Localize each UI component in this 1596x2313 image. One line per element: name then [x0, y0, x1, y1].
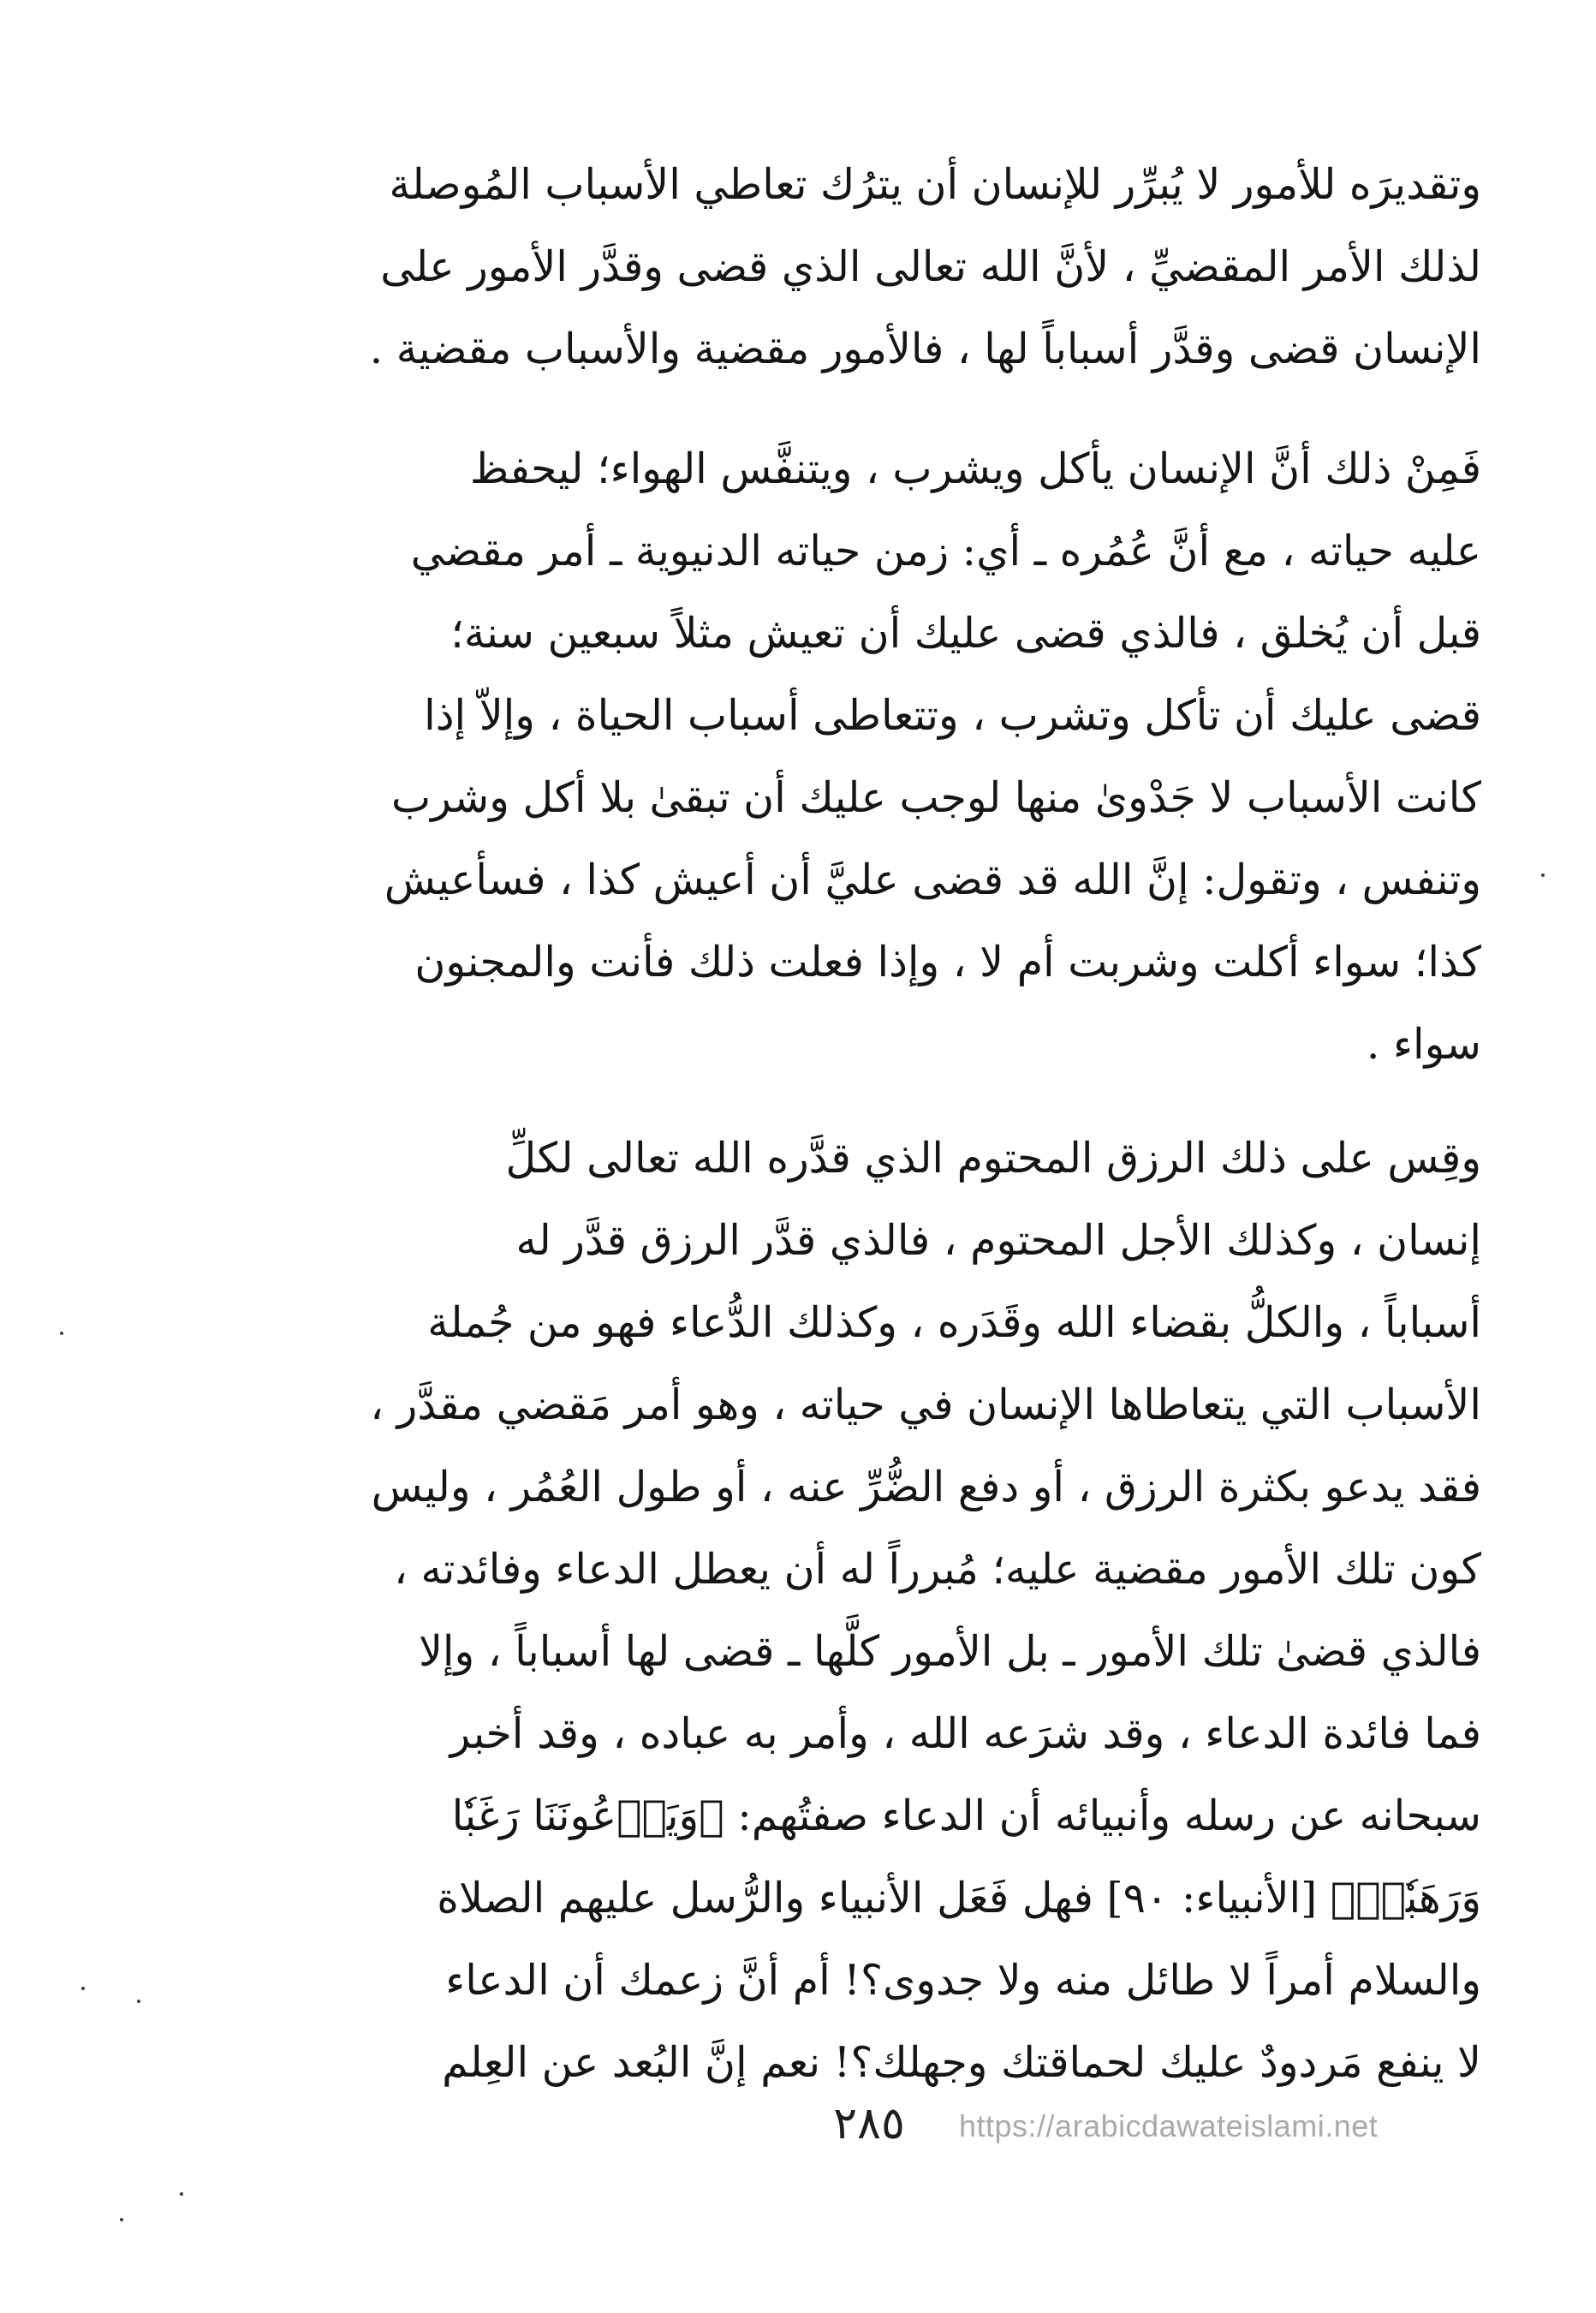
paragraph-line: الأسباب التي يتعاطاها الإنسان في حياته ، وهو أمر مَقضي مقدَّر ، — [370, 1380, 1481, 1429]
paragraph-line: فَمِنْ ذلك أنَّ الإنسان يأكل ويشرب ، ويتنفَّس الهواء؛ ليحفظ — [469, 444, 1481, 493]
paragraph-line: فقد يدعو بكثرة الرزق ، أو دفع الضُّرِّ عنه ، أو طول العُمُر ، وليس — [371, 1463, 1481, 1511]
paragraph-line: قضى عليك أن تأكل وتشرب ، وتتعاطى أسباب الحياة ، وإلاّ إذا — [424, 691, 1481, 740]
paragraph-line: الإنسان قضى وقدَّر أسباباً لها ، فالأمور مقضية والأسباب مقضية . — [369, 325, 1481, 373]
watermark-url: https://arabicdawateislami.net — [959, 2108, 1379, 2143]
paragraph-line: كذا؛ سواء أكلت وشربت أم لا ، وإذا فعلت ذلك فأنت والمجنون — [414, 938, 1481, 987]
paragraph-line: كون تلك الأمور مقضية عليه؛ مُبرراً له أن يعطل الدعاء وفائدته ، — [394, 1545, 1481, 1594]
paragraph-line: وتقديرَه للأمور لا يُبرِّر للإنسان أن يترُك تعاطي الأسباب المُوصلة — [389, 160, 1481, 209]
page-number: ٢٨٥ — [833, 2098, 905, 2149]
paragraph-line: سبحانه عن رسله وأنبيائه أن الدعاء صفتُهم: ﴿وَيَدۡعُونَنَا رَغَبٗا — [451, 1791, 1481, 1840]
paragraph-line: فما فائدة الدعاء ، وقد شرَعه الله ، وأمر به عباده ، وقد أخبر — [450, 1709, 1481, 1758]
paragraph-line: قبل أن يُخلق ، فالذي قضى عليك أن تعيش مثلاً سبعين سنة؛ — [450, 609, 1481, 658]
paragraph-line: كانت الأسباب لا جَدْوىٰ منها لوجب عليك أن تبقىٰ بلا أكل وشرب — [391, 773, 1481, 822]
paragraph-2 — [274, 428, 1481, 1086]
paragraph-line: إنسان ، وكذلك الأجل المحتوم ، فالذي قدَّر الرزق قدَّر له — [515, 1216, 1481, 1265]
paragraph-1 — [274, 144, 1481, 390]
paragraph-line: وقِس على ذلك الرزق المحتوم الذي قدَّره الله تعالى لكلِّ — [505, 1134, 1481, 1183]
paragraph-3 — [274, 1118, 1481, 2104]
scan-speck — [180, 2192, 183, 2196]
paragraph-line: فالذي قضىٰ تلك الأمور ـ بل الأمور كلَّها ـ قضى لها أسباباً ، وإلا — [418, 1627, 1481, 1676]
paragraph-line: والسلام أمراً لا طائل منه ولا جدوى؟! أم أنَّ زعمك أن الدعاء — [445, 1956, 1481, 2005]
scan-speck — [1541, 873, 1545, 877]
paragraph-line: سواء . — [1366, 1020, 1481, 1069]
paragraph-line: وتنفس ، وتقول: إنَّ الله قد قضى عليَّ أن أعيش كذا ، فسأعيش — [384, 855, 1481, 904]
scan-speck — [81, 1987, 85, 1990]
paragraph-line: لذلك الأمر المقضيِّ ، لأنَّ الله تعالى الذي قضى وقدَّر الأمور على — [380, 242, 1481, 291]
paragraph-line: وَرَهَبٗاۖ﴾ [الأنبياء: ٩٠] فهل فَعَل الأنبياء والرُّسل عليهم الصلاة — [437, 1874, 1481, 1923]
scan-speck — [60, 1332, 63, 1335]
scan-speck — [137, 2000, 140, 2003]
scan-speck — [120, 2218, 123, 2221]
paragraph-line: عليه حياته ، مع أنَّ عُمُره ـ أي: زمن حياته الدنيوية ـ أمر مقضي — [410, 527, 1481, 575]
paragraph-line: لا ينفع مَردودٌ عليك لحماقتك وجهلك؟! نعم إنَّ البُعد عن العِلم — [442, 2038, 1481, 2087]
paragraph-line: أسباباً ، والكلُّ بقضاء الله وقَدَره ، وكذلك الدُّعاء فهو من جُملة — [427, 1298, 1481, 1347]
